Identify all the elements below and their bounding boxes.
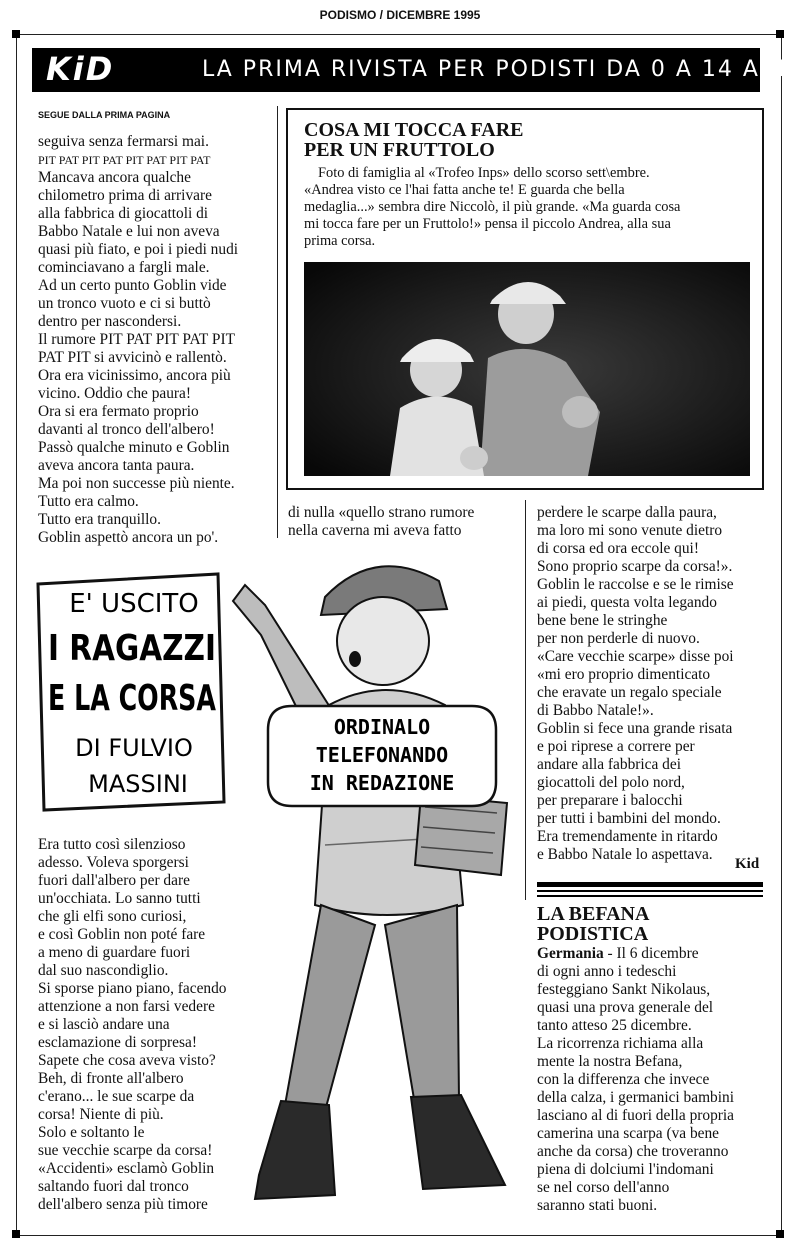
- text-line: sue vecchie scarpe da corsa!: [38, 1142, 213, 1159]
- text-line: mente la nostra Befana,: [537, 1053, 683, 1070]
- text-line: per preparare i balocchi: [537, 792, 683, 809]
- text-line: chilometro prima di arrivare: [38, 187, 212, 204]
- text-line: camerina una scarpa (va bene: [537, 1125, 720, 1142]
- corner-mark: [776, 1230, 784, 1238]
- text-line: saranno stati buoni.: [537, 1197, 658, 1214]
- section-rule: [537, 890, 763, 892]
- photo-feature-box: [286, 108, 764, 490]
- corner-mark: [12, 1230, 20, 1238]
- running-header: PODISMO / DICEMBRE 1995: [319, 8, 481, 22]
- story-column-2-top: [288, 504, 474, 540]
- photo-feature-title: COSA MI TOCCA FARE PER UN FRUTTOLO: [304, 119, 524, 161]
- newsboy-illustration: [225, 545, 525, 1215]
- text-line: Sapete che cosa aveva visto?: [38, 1052, 216, 1069]
- text-line: «Accidenti» esclamò Goblin: [38, 1160, 215, 1177]
- text-line: Germania - Il 6 dicembre: [537, 945, 699, 962]
- text-line: saltando fuori dal tronco: [38, 1178, 189, 1195]
- text-line: Babbo Natale e lui non aveva: [38, 223, 220, 240]
- text-line: dentro per nascondersi.: [38, 313, 182, 330]
- text-line: dal suo nascondiglio.: [38, 962, 169, 979]
- text-line: esclamazione di sorpresa!: [38, 1034, 197, 1051]
- text-line: aveva ancora tanta paura.: [38, 457, 195, 474]
- befana-title: LA BEFANA PODISTICA: [537, 903, 650, 945]
- ad-line-5: MASSINI: [88, 770, 188, 798]
- masthead-tagline: LA PRIMA RIVISTA PER PODISTI DA 0 A 14 ANNI: [202, 57, 805, 82]
- book-ad-sign: [34, 570, 224, 810]
- column-rule: [525, 500, 526, 900]
- text-line: perdere le scarpe dalla paura,: [537, 504, 717, 521]
- text-line: Ma poi non successe più niente.: [38, 475, 235, 492]
- family-photo: [304, 262, 750, 476]
- text-line: corsa! Niente di più.: [38, 1106, 164, 1123]
- text-line: adesso. Voleva sporgersi: [38, 854, 189, 871]
- text-line: lasciano al di fuori della propria: [537, 1107, 735, 1124]
- section-rule: [537, 882, 763, 887]
- column-rule: [277, 106, 278, 538]
- text-line: cominciavano a fargli male.: [38, 259, 210, 276]
- text-line: per non perderle di nuovo.: [537, 630, 700, 647]
- text-line: un tronco vuoto e ci si buttò: [38, 295, 211, 312]
- ad-line-4: DI FULVIO: [75, 734, 193, 762]
- text-line: e così Goblin non poté fare: [38, 926, 206, 943]
- text-line: andare alla fabbrica dei: [537, 756, 681, 773]
- text-line: Era tremendamente in ritardo: [537, 828, 718, 845]
- text-line: che eravate un regalo speciale: [537, 684, 722, 701]
- text-line: Goblin aspettò ancora un po'.: [38, 529, 219, 546]
- text-line: giocattoli del polo nord,: [537, 774, 685, 791]
- speech-bubble: [262, 702, 502, 812]
- text-line: per tutti i bambini del mondo.: [537, 810, 721, 827]
- text-line: c'erano... le sue scarpe da: [38, 1088, 195, 1105]
- story-signature: Kid: [735, 856, 760, 872]
- corner-mark: [12, 30, 20, 38]
- text-line: Tutto era tranquillo.: [38, 511, 161, 528]
- text-line: alla fabbrica di giocattoli di: [38, 205, 209, 222]
- text-line: a meno di guardare fuori: [38, 944, 191, 961]
- text-line: Sono proprio scarpe da corsa!».: [537, 558, 733, 575]
- text-line: Era tutto così silenzioso: [38, 836, 186, 853]
- text-line: quasi una prova generale del: [537, 999, 714, 1016]
- text-line: La ricorrenza richiama alla: [537, 1035, 704, 1052]
- bubble-line-3: IN REDAZIONE: [309, 771, 455, 795]
- text-line: Beh, di fronte all'albero: [38, 1070, 184, 1087]
- ad-line-3: E LA CORSA: [48, 678, 217, 719]
- text-line: vicino. Oddio che paura!: [38, 385, 191, 402]
- text-line: Passò qualche minuto e Goblin: [38, 439, 230, 456]
- story-column-3: [537, 504, 734, 864]
- text-line: Ad un certo punto Goblin vide: [38, 277, 227, 294]
- text-line: di corsa ed ora eccole qui!: [537, 540, 699, 557]
- text-line: quasi più fiato, e poi i piedi nudi: [38, 241, 239, 258]
- text-line: se nel corso dell'anno: [537, 1179, 670, 1196]
- bubble-line-2: TELEFONANDO: [315, 743, 449, 767]
- text-line: Goblin si fece una grande risata: [537, 720, 733, 737]
- bubble-line-1: ORDINALO: [333, 715, 431, 739]
- befana-body: [537, 945, 734, 1215]
- story-column-1-bottom: [38, 836, 227, 1214]
- text-line: di Babbo Natale!».: [537, 702, 654, 719]
- text-line: dell'albero senza più timore: [38, 1196, 208, 1213]
- section-rule: [537, 895, 763, 897]
- text-line: Ora era vicinissimo, ancora più: [38, 367, 231, 384]
- story-column-1-top: [38, 133, 238, 547]
- text-line: un'occhiata. Lo sanno tutti: [38, 890, 201, 907]
- corner-mark: [776, 30, 784, 38]
- text-line: ai piedi, questa volta legando: [537, 594, 717, 611]
- text-line: piena di dolciumi l'indomani: [537, 1161, 714, 1178]
- text-line: Mancava ancora qualche: [38, 169, 191, 186]
- text-line: che gli elfi sono curiosi,: [38, 908, 187, 925]
- text-line: e si lasciò andare una: [38, 1016, 170, 1033]
- text-line: Ora si era fermato proprio: [38, 403, 199, 420]
- text-line: con la differenza che invece: [537, 1071, 710, 1088]
- photo-caption: Foto di famiglia al «Trofeo Inps» dello scorso sett\embre. «Andrea visto ce l'hai fatta anche te! E guarda che bella medaglia...» sembra dire Niccolò, il più grande. «Ma guarda cosa mi tocca fare per un Fruttolo!» pensa il piccolo Andrea, alla sua prima corsa.: [304, 165, 681, 249]
- text-line: anche da corsa) che troveranno: [537, 1143, 729, 1160]
- befana-lead: Germania: [537, 945, 604, 962]
- ad-line-1: E' USCITO: [69, 589, 199, 619]
- text-line: nella caverna mi aveva fatto: [288, 522, 462, 539]
- text-line: seguiva senza fermarsi mai.: [38, 133, 209, 150]
- text-line: della calza, i germanici bambini: [537, 1089, 734, 1106]
- text-line: tanto atteso 25 dicembre.: [537, 1017, 692, 1034]
- text-line: PIT PAT PIT PAT PIT PAT PIT PAT: [38, 153, 211, 167]
- text-line: davanti al tronco dell'albero!: [38, 421, 215, 438]
- text-line: ma loro mi sono venute dietro: [537, 522, 723, 539]
- text-line: di ogni anno i tedeschi: [537, 963, 677, 980]
- ad-line-2: I RAGAZZI: [48, 628, 216, 669]
- kid-logo: KiD: [46, 50, 115, 88]
- continued-label: SEGUE DALLA PRIMA PAGINA: [38, 110, 171, 120]
- text-line: bene bene le stringhe: [537, 612, 668, 629]
- text-line: «Care vecchie scarpe» disse poi: [537, 648, 734, 665]
- text-line: Si sporse piano piano, facendo: [38, 980, 227, 997]
- text-line: e poi riprese a correre per: [537, 738, 695, 755]
- text-line: Tutto era calmo.: [38, 493, 139, 510]
- text-line: e Babbo Natale lo aspettava.: [537, 846, 713, 863]
- text-line: festeggiano Sankt Nikolaus,: [537, 981, 711, 998]
- text-line: Solo e soltanto le: [38, 1124, 145, 1141]
- text-line: PAT PIT si avvicinò e rallentò.: [38, 349, 227, 366]
- text-line: «mi ero proprio dimenticato: [537, 666, 711, 683]
- text-line: fuori dall'albero per dare: [38, 872, 190, 889]
- text-line: di nulla «quello strano rumore: [288, 504, 475, 521]
- text-line: attenzione a non farsi vedere: [38, 998, 215, 1015]
- text-line: Il rumore PIT PAT PIT PAT PIT: [38, 331, 235, 348]
- text-line: Goblin le raccolse e se le rimise: [537, 576, 734, 593]
- masthead-banner: [32, 48, 805, 92]
